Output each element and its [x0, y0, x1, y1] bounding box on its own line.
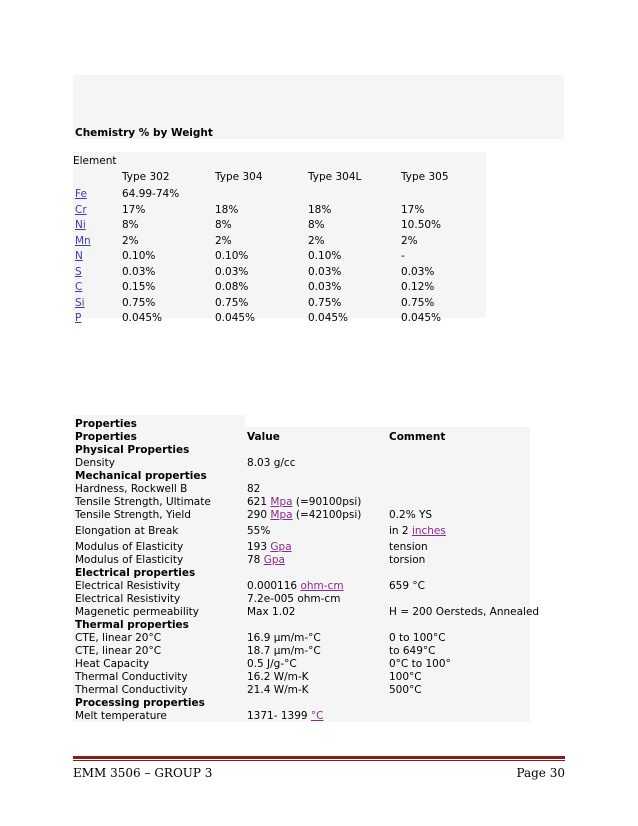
property-name: Thermal Conductivity: [75, 671, 188, 683]
comment-text: 0.2% YS: [389, 509, 433, 521]
caption-text: Properties: [75, 418, 137, 430]
property-row: [73, 580, 530, 593]
property-row: [73, 710, 530, 723]
property-name: Electrical Resistivity: [75, 580, 181, 592]
property-row: [73, 645, 530, 658]
property-value: [247, 483, 260, 495]
property-comment: [389, 645, 436, 657]
property-comment: [389, 606, 539, 618]
property-name: CTE, linear 20°C: [75, 645, 162, 657]
value-text: 0.5 J/g-°C: [247, 658, 297, 670]
property-name: Modulus of Elasticity: [75, 554, 184, 566]
property-value: [247, 593, 340, 605]
property-row: [73, 483, 530, 496]
comment-text: 100°C: [389, 671, 422, 683]
composition-value: 2%: [308, 234, 325, 247]
property-value: [247, 684, 309, 696]
section-heading: [73, 444, 530, 457]
comment-text: 659 °C: [389, 580, 425, 592]
properties-caption: [73, 418, 530, 431]
property-comment: [389, 632, 446, 644]
property-name: CTE, linear 20°C: [75, 632, 162, 644]
unit-link[interactable]: Mpa: [270, 509, 293, 521]
property-name: Modulus of Elasticity: [75, 541, 184, 553]
composition-value: 2%: [122, 234, 139, 247]
footer-page-number: Page 30: [516, 766, 565, 780]
property-value: [247, 525, 270, 537]
comment-text: 0 to 100°C: [389, 632, 446, 644]
composition-value: -: [401, 250, 405, 262]
comment-text: tension: [389, 541, 428, 553]
value-text: 18.7 µm/m-°C: [247, 645, 321, 657]
section-heading: [73, 697, 530, 710]
value-suffix: (=90100psi): [292, 496, 362, 508]
property-comment: [389, 658, 451, 670]
comment-text: 0°C to 100°: [389, 658, 451, 670]
header-comment: Comment: [389, 431, 446, 443]
header-properties: Properties: [75, 431, 137, 443]
composition-value: 0.75%: [308, 296, 342, 309]
property-row: [73, 593, 530, 606]
composition-value: 0.045%: [122, 312, 163, 324]
composition-value: 0.03%: [122, 265, 156, 278]
value-suffix: (=42100psi): [292, 509, 362, 521]
element-link[interactable]: N: [75, 250, 83, 262]
property-value: [247, 671, 309, 683]
column-header: Type 305: [401, 171, 449, 183]
unit-link[interactable]: °C: [310, 710, 324, 722]
value-text: 193: [247, 541, 271, 553]
property-name: Tensile Strength, Yield: [75, 509, 191, 521]
composition-value: 0.12%: [401, 281, 435, 293]
property-row: [73, 671, 530, 684]
property-comment: [389, 541, 428, 553]
column-header: Type 304: [215, 171, 263, 183]
section-title: Physical Properties: [75, 444, 190, 456]
value-text: 7.2e-005 ohm-cm: [247, 593, 341, 605]
column-header: Type 302: [122, 171, 170, 183]
property-name: Density: [75, 457, 115, 469]
section-title: Thermal properties: [75, 619, 189, 631]
element-link[interactable]: Si: [75, 296, 85, 309]
property-value: [247, 509, 361, 521]
properties-table: [73, 415, 540, 722]
element-link[interactable]: C: [75, 281, 83, 293]
column-header: Type 304L: [308, 171, 362, 183]
composition-value: 64.99-74%: [122, 188, 180, 200]
chemistry-table: [73, 152, 486, 324]
value-text: 621: [247, 496, 271, 508]
property-value: [247, 606, 295, 618]
comment-link[interactable]: inches: [411, 525, 446, 537]
property-value: [247, 457, 295, 469]
section-title: Electrical properties: [75, 567, 196, 579]
property-comment: [389, 580, 425, 592]
property-comment: [389, 554, 425, 566]
value-text: 1371- 1399: [247, 710, 311, 722]
unit-link[interactable]: Gpa: [263, 554, 285, 566]
property-name: Heat Capacity: [75, 658, 150, 670]
composition-value: 0.045%: [401, 312, 442, 324]
composition-value: 0.03%: [401, 265, 435, 278]
comment-text: to 649°C: [389, 645, 436, 657]
property-value: [247, 645, 321, 657]
element-link[interactable]: Cr: [75, 203, 87, 216]
composition-value: 8%: [215, 219, 232, 231]
section-heading: [73, 567, 530, 580]
section-heading: [73, 470, 530, 483]
composition-value: 18%: [215, 203, 239, 216]
property-name: Thermal Conductivity: [75, 684, 188, 696]
chemistry-title: Chemistry % by Weight: [75, 127, 213, 139]
section-heading: [73, 619, 530, 632]
value-text: 290: [247, 509, 271, 521]
property-comment: [389, 671, 422, 683]
composition-value: 18%: [308, 203, 332, 216]
footer-rule: [73, 756, 565, 759]
value-text: 55%: [247, 525, 271, 537]
property-value: [247, 580, 344, 592]
composition-value: 0.03%: [308, 265, 342, 278]
composition-value: 0.03%: [308, 281, 342, 293]
property-comment: [389, 684, 422, 696]
property-value: [247, 496, 361, 508]
element-label: Element: [73, 155, 117, 167]
element-link[interactable]: Mn: [75, 234, 91, 247]
value-text: 21.4 W/m-K: [247, 684, 309, 696]
property-name: Hardness, Rockwell B: [75, 483, 188, 495]
element-link[interactable]: Ni: [75, 219, 86, 231]
property-name: Elongation at Break: [75, 525, 179, 537]
value-text: 82: [247, 483, 261, 495]
property-row: [73, 457, 530, 470]
value-text: 16.2 W/m-K: [247, 671, 309, 683]
element-link[interactable]: S: [75, 265, 82, 278]
value-text: Max 1.02: [247, 606, 296, 618]
property-value: [247, 710, 324, 722]
value-text: 0.000116: [247, 580, 301, 592]
value-text: 16.9 µm/m-°C: [247, 632, 321, 644]
composition-value: 0.045%: [308, 312, 349, 324]
composition-value: 8%: [308, 219, 325, 231]
comment-text: torsion: [389, 554, 426, 566]
unit-link[interactable]: ohm-cm: [300, 580, 344, 592]
property-value: [247, 554, 285, 566]
value-text: 8.03 g/cc: [247, 457, 296, 469]
composition-value: 2%: [215, 234, 232, 247]
property-row: [73, 525, 530, 538]
composition-value: 0.75%: [215, 296, 249, 309]
property-row: [73, 606, 540, 619]
property-row: [73, 509, 530, 522]
composition-value: 8%: [122, 219, 139, 231]
composition-value: 0.10%: [308, 250, 342, 262]
footer-course: EMM 3506 – GROUP 3: [73, 766, 213, 780]
element-link[interactable]: Fe: [75, 188, 87, 200]
composition-value: 0.10%: [215, 250, 249, 262]
property-row: [73, 632, 530, 645]
composition-value: 0.15%: [122, 281, 156, 293]
property-row: [73, 541, 530, 554]
composition-value: 0.10%: [122, 250, 156, 262]
composition-value: 0.75%: [401, 296, 435, 309]
property-name: Tensile Strength, Ultimate: [75, 496, 211, 508]
property-comment: [389, 525, 446, 537]
property-name: Melt temperature: [75, 710, 167, 722]
composition-value: 0.08%: [215, 281, 249, 293]
section-title: Mechanical properties: [75, 470, 207, 482]
composition-value: 2%: [401, 234, 418, 247]
property-value: [247, 632, 321, 644]
composition-value: 0.75%: [122, 296, 156, 309]
property-row: [73, 684, 530, 697]
comment-text: in 2: [389, 525, 412, 537]
unit-link[interactable]: Gpa: [270, 541, 292, 553]
section-title: Processing properties: [75, 697, 205, 709]
header-value: Value: [247, 431, 280, 443]
composition-value: 10.50%: [401, 219, 442, 231]
composition-value: 0.03%: [215, 265, 249, 278]
property-name: Magenetic permeability: [75, 606, 200, 618]
property-name: Electrical Resistivity: [75, 593, 181, 605]
property-row: [73, 496, 530, 509]
unit-link[interactable]: Mpa: [270, 496, 293, 508]
value-text: 78: [247, 554, 264, 566]
comment-text: H = 200 Oersteds, Annealed: [389, 606, 540, 618]
element-link[interactable]: P: [75, 312, 82, 324]
comment-text: 500°C: [389, 684, 422, 696]
footer-rule-thin: [73, 760, 565, 761]
composition-value: 17%: [401, 203, 425, 216]
property-comment: [389, 509, 432, 521]
composition-value: 17%: [122, 203, 146, 216]
property-row: [73, 658, 530, 671]
property-value: [247, 658, 297, 670]
composition-value: 0.045%: [215, 312, 256, 324]
properties-header-row: [73, 431, 530, 444]
property-row: [73, 554, 530, 567]
property-value: [247, 541, 292, 553]
